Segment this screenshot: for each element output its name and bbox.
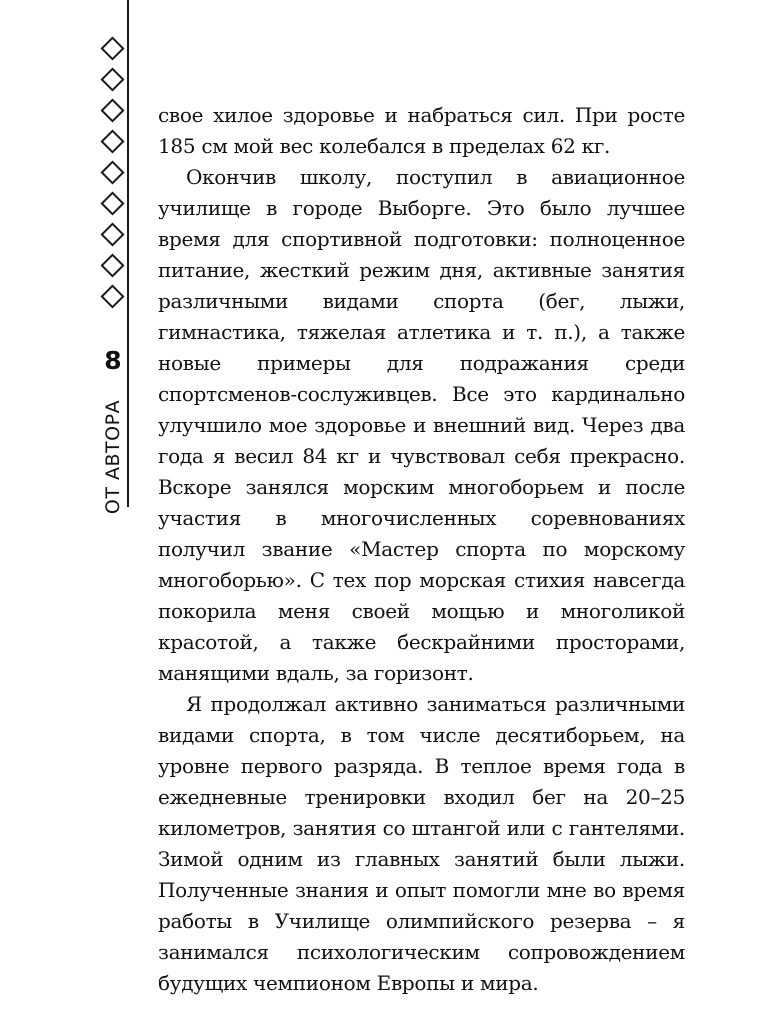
diamond-ornament-icon [100,67,124,91]
paragraph: Окончив школу, поступил в авиационное училище в городе Выборге. Это было лучшее время для спортивной подготовки: полноценное питание, жесткий режим дня, активные занятия различными видами спорта (бег, лыжи, гимнастика, тяжелая атлетика и т. п.), а также новые примеры для подражания среди спортсменов-сослуживцев. Все это кардинально улучшило мое здоровье и внешний вид. Через два года я весил 84 кг и чувствовал себя прекрасно. Вскоре занялся морским многоборьем и после участия в многочисленных соревнованиях получил звание «Мастер спорта по морскому многоборью». С тех пор морская стихия навсегда покорила меня своей мощью и многоликой красотой, а также бескрайними просторами, манящими вдаль, за горизонт. [158,165,685,685]
paragraph: Я продолжал активно заниматься различными видами спорта, в том числе десятиборьем, на уровне первого разряда. В теплое время года в ежедневные тренировки входил бег на 20–25 километров, занятия со штангой или с гантелями. Зимой одним из главных занятий были лыжи. Полученные знания и опыт помогли мне во время работы в Училище олимпийского резерва – я занимался психологическим сопровождением будущих чемпионом Европы и мира. [158,692,685,995]
diamond-ornament-icon [100,129,124,153]
diamond-ornament-icon [100,191,124,215]
diamond-ornament-icon [100,36,124,60]
diamond-ornament-icon [100,160,124,184]
body-text [158,100,685,999]
diamond-ornament-icon [100,253,124,277]
diamond-ornament-icon [100,284,124,308]
section-title: ОТ АВТОРА [102,399,124,515]
diamond-ornament-icon [100,98,124,122]
diamond-ornament-icon [100,222,124,246]
paragraph-continuation: свое хилое здоровье и набраться сил. При росте 185 см мой вес колебался в пределах 62 кг. [158,103,685,158]
page-number: 8 [104,346,122,375]
diamond-ornament-column [102,36,128,316]
